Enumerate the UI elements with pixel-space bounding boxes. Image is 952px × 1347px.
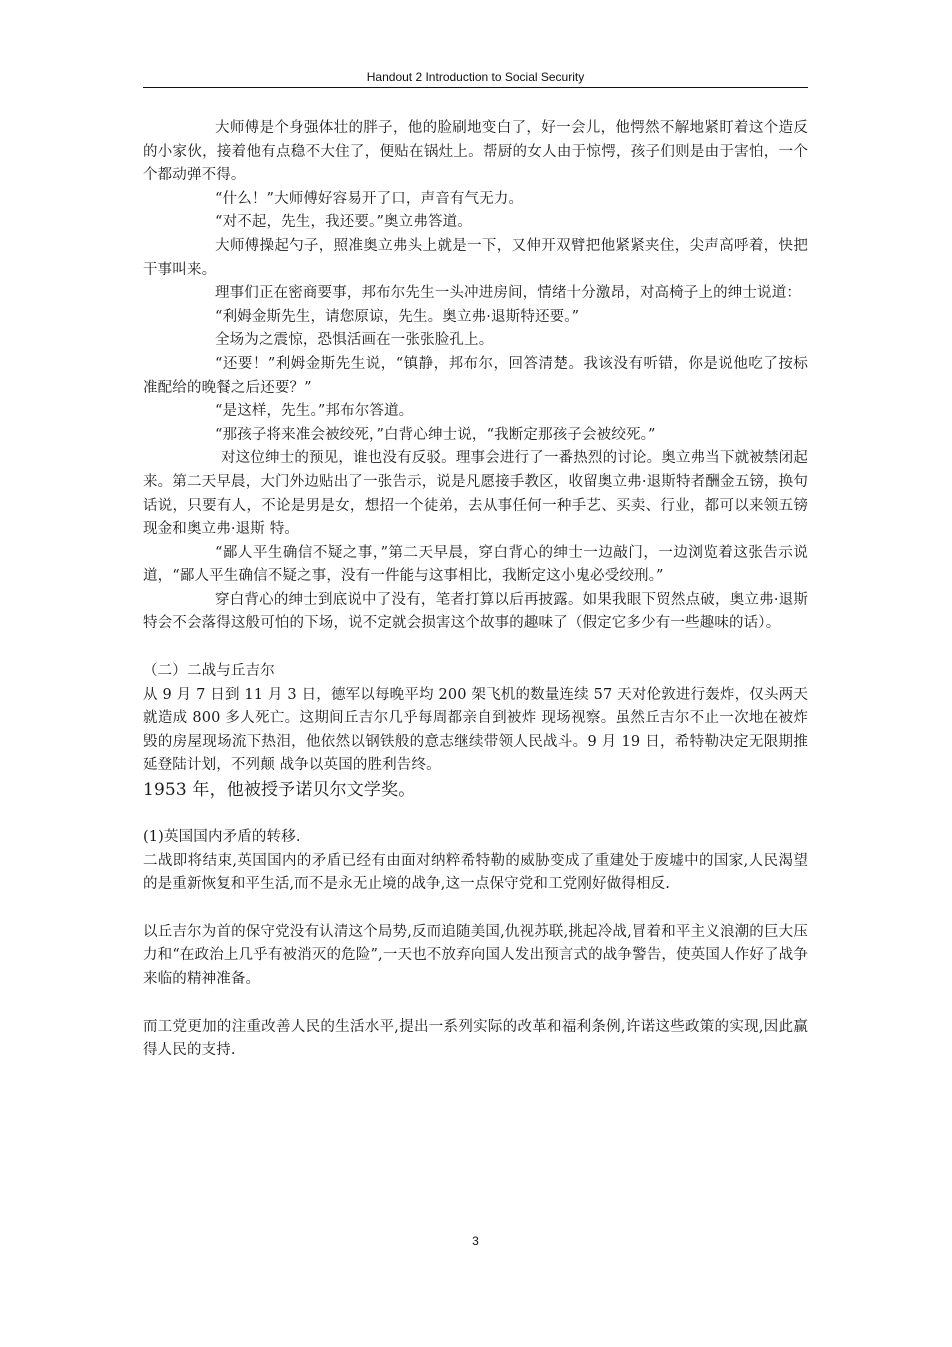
story-paragraph: “鄙人平生确信不疑之事，”第二天早晨，穿白背心的绅士一边敲门，一边浏览着这张告示说道，“鄙人平生确信不疑之事，没有一件能与这事相比，我断定这小鬼必受绞刑。” <box>143 544 808 585</box>
story-paragraph: 大师傅是个身强体壮的胖子，他的脸刷地变白了，好一会儿，他愕然不解地紧盯着这个造反的小家伙，接着他有点稳不大住了，便贴在锅灶上。帮厨的女人由于惊愕，孩子们则是由于害怕，一个个都动弹不得。 <box>143 120 808 184</box>
spacer <box>143 992 808 1016</box>
section-paragraph: 从 9 月 7 日到 11 月 3 日，德军以每晚平均 200 架飞机的数量连续 57 天对伦敦进行轰炸，仅头两天就造成 800 多人死亡。这期间丘吉尔几乎每周都亲自到被炸 现场视察。虽然丘吉尔不止一次地在被炸毁的房屋现场流下热泪，他依然以钢铁般的意志继续带领人民战斗。9 月 19 日，希特勒决定无限期推延登陆计划，不列颠 战争以英国的胜利告终。 <box>143 686 808 774</box>
header-rule <box>143 87 808 88</box>
story-paragraph: 穿白背心的绅士到底说中了没有，笔者打算以后再披露。如果我眼下贸然点破，奥立弗·退斯特会不会落得这般可怕的下场，说不定就会损害这个故事的趣味了（假定它多少有一些趣味的话）。 <box>143 591 808 632</box>
story-paragraph: 对这位绅士的预见，谁也没有反驳。理事会进行了一番热烈的讨论。奥立弗当下就被禁闭起来。第二天早晨，大门外边贴出了一张告示，说是凡愿接手教区，收留奥立弗·退斯特者酬金五镑，换句话说，只要有人，不论是男是女，想招一个徒弟，去从事任何一种手艺、买卖、行业，都可以来领五镑现金和奥立弗·退斯 特。 <box>143 450 808 538</box>
story-paragraph: “是这样，先生。”邦布尔答道。 <box>215 403 414 420</box>
story-paragraph: “对不起，先生，我还要。”奥立弗答道。 <box>215 214 472 231</box>
page-body <box>143 117 808 1063</box>
spacer <box>143 636 808 660</box>
section-heading: （二）二战与丘吉尔 <box>143 663 275 680</box>
story-paragraph: 全场为之震惊，恐惧活画在一张张脸孔上。 <box>215 332 494 349</box>
section-heading: (1)英国国内矛盾的转移. <box>143 829 301 846</box>
story-paragraph: “那孩子将来准会被绞死，”白背心绅士说，“我断定那孩子会被绞死。” <box>215 426 656 443</box>
story-paragraph: “还要！”利姆金斯先生说，“镇静，邦布尔，回答清楚。我该没有听错，你是说他吃了按标准配给的晚餐之后还要？” <box>143 355 808 396</box>
section-paragraph: 以丘吉尔为首的保守党没有认清这个局势,反而追随美国,仇视苏联,挑起冷战,冒着和平主义浪潮的巨大压力和“在政治上几乎有被消灭的危险”,一天也不放弃向国人发出预言式的战争警告，使英国人作好了战争来临的精神准备。 <box>143 923 808 987</box>
section-paragraph: 而工党更加的注重改善人民的生活水平,提出一系列实际的改革和福利条例,许诺这些政策的实现,因此赢得人民的支持. <box>143 1018 808 1059</box>
story-paragraph: 大师傅操起勺子，照准奥立弗头上就是一下，又伸开双臂把他紧紧夹住，尖声高呼着，快把干事叫来。 <box>143 237 808 278</box>
running-header: Handout 2 Introduction to Social Security <box>366 70 585 84</box>
story-paragraph: “什么！”大师傅好容易开了口，声音有气无力。 <box>215 190 524 207</box>
story-paragraph: 理事们正在密商要事，邦布尔先生一头冲进房间，情绪十分激昂，对高椅子上的绅士说道： <box>215 285 801 302</box>
spacer <box>143 897 808 921</box>
story-paragraph: “利姆金斯先生，请您原谅，先生。奥立弗·退斯特还要。” <box>215 308 580 325</box>
section-paragraph: 二战即将结束,英国国内的矛盾已经有由面对纳粹希特勒的威胁变成了重建处于废墟中的国家,人民渴望的是重新恢复和平生活,而不是永无止境的战争,这一点保守党和工党刚好做得相反. <box>143 852 808 893</box>
page-number: 3 <box>472 1234 479 1248</box>
spacer <box>143 802 808 826</box>
nobel-line: 1953 年，他被授予诺贝尔文学奖。 <box>143 780 416 801</box>
